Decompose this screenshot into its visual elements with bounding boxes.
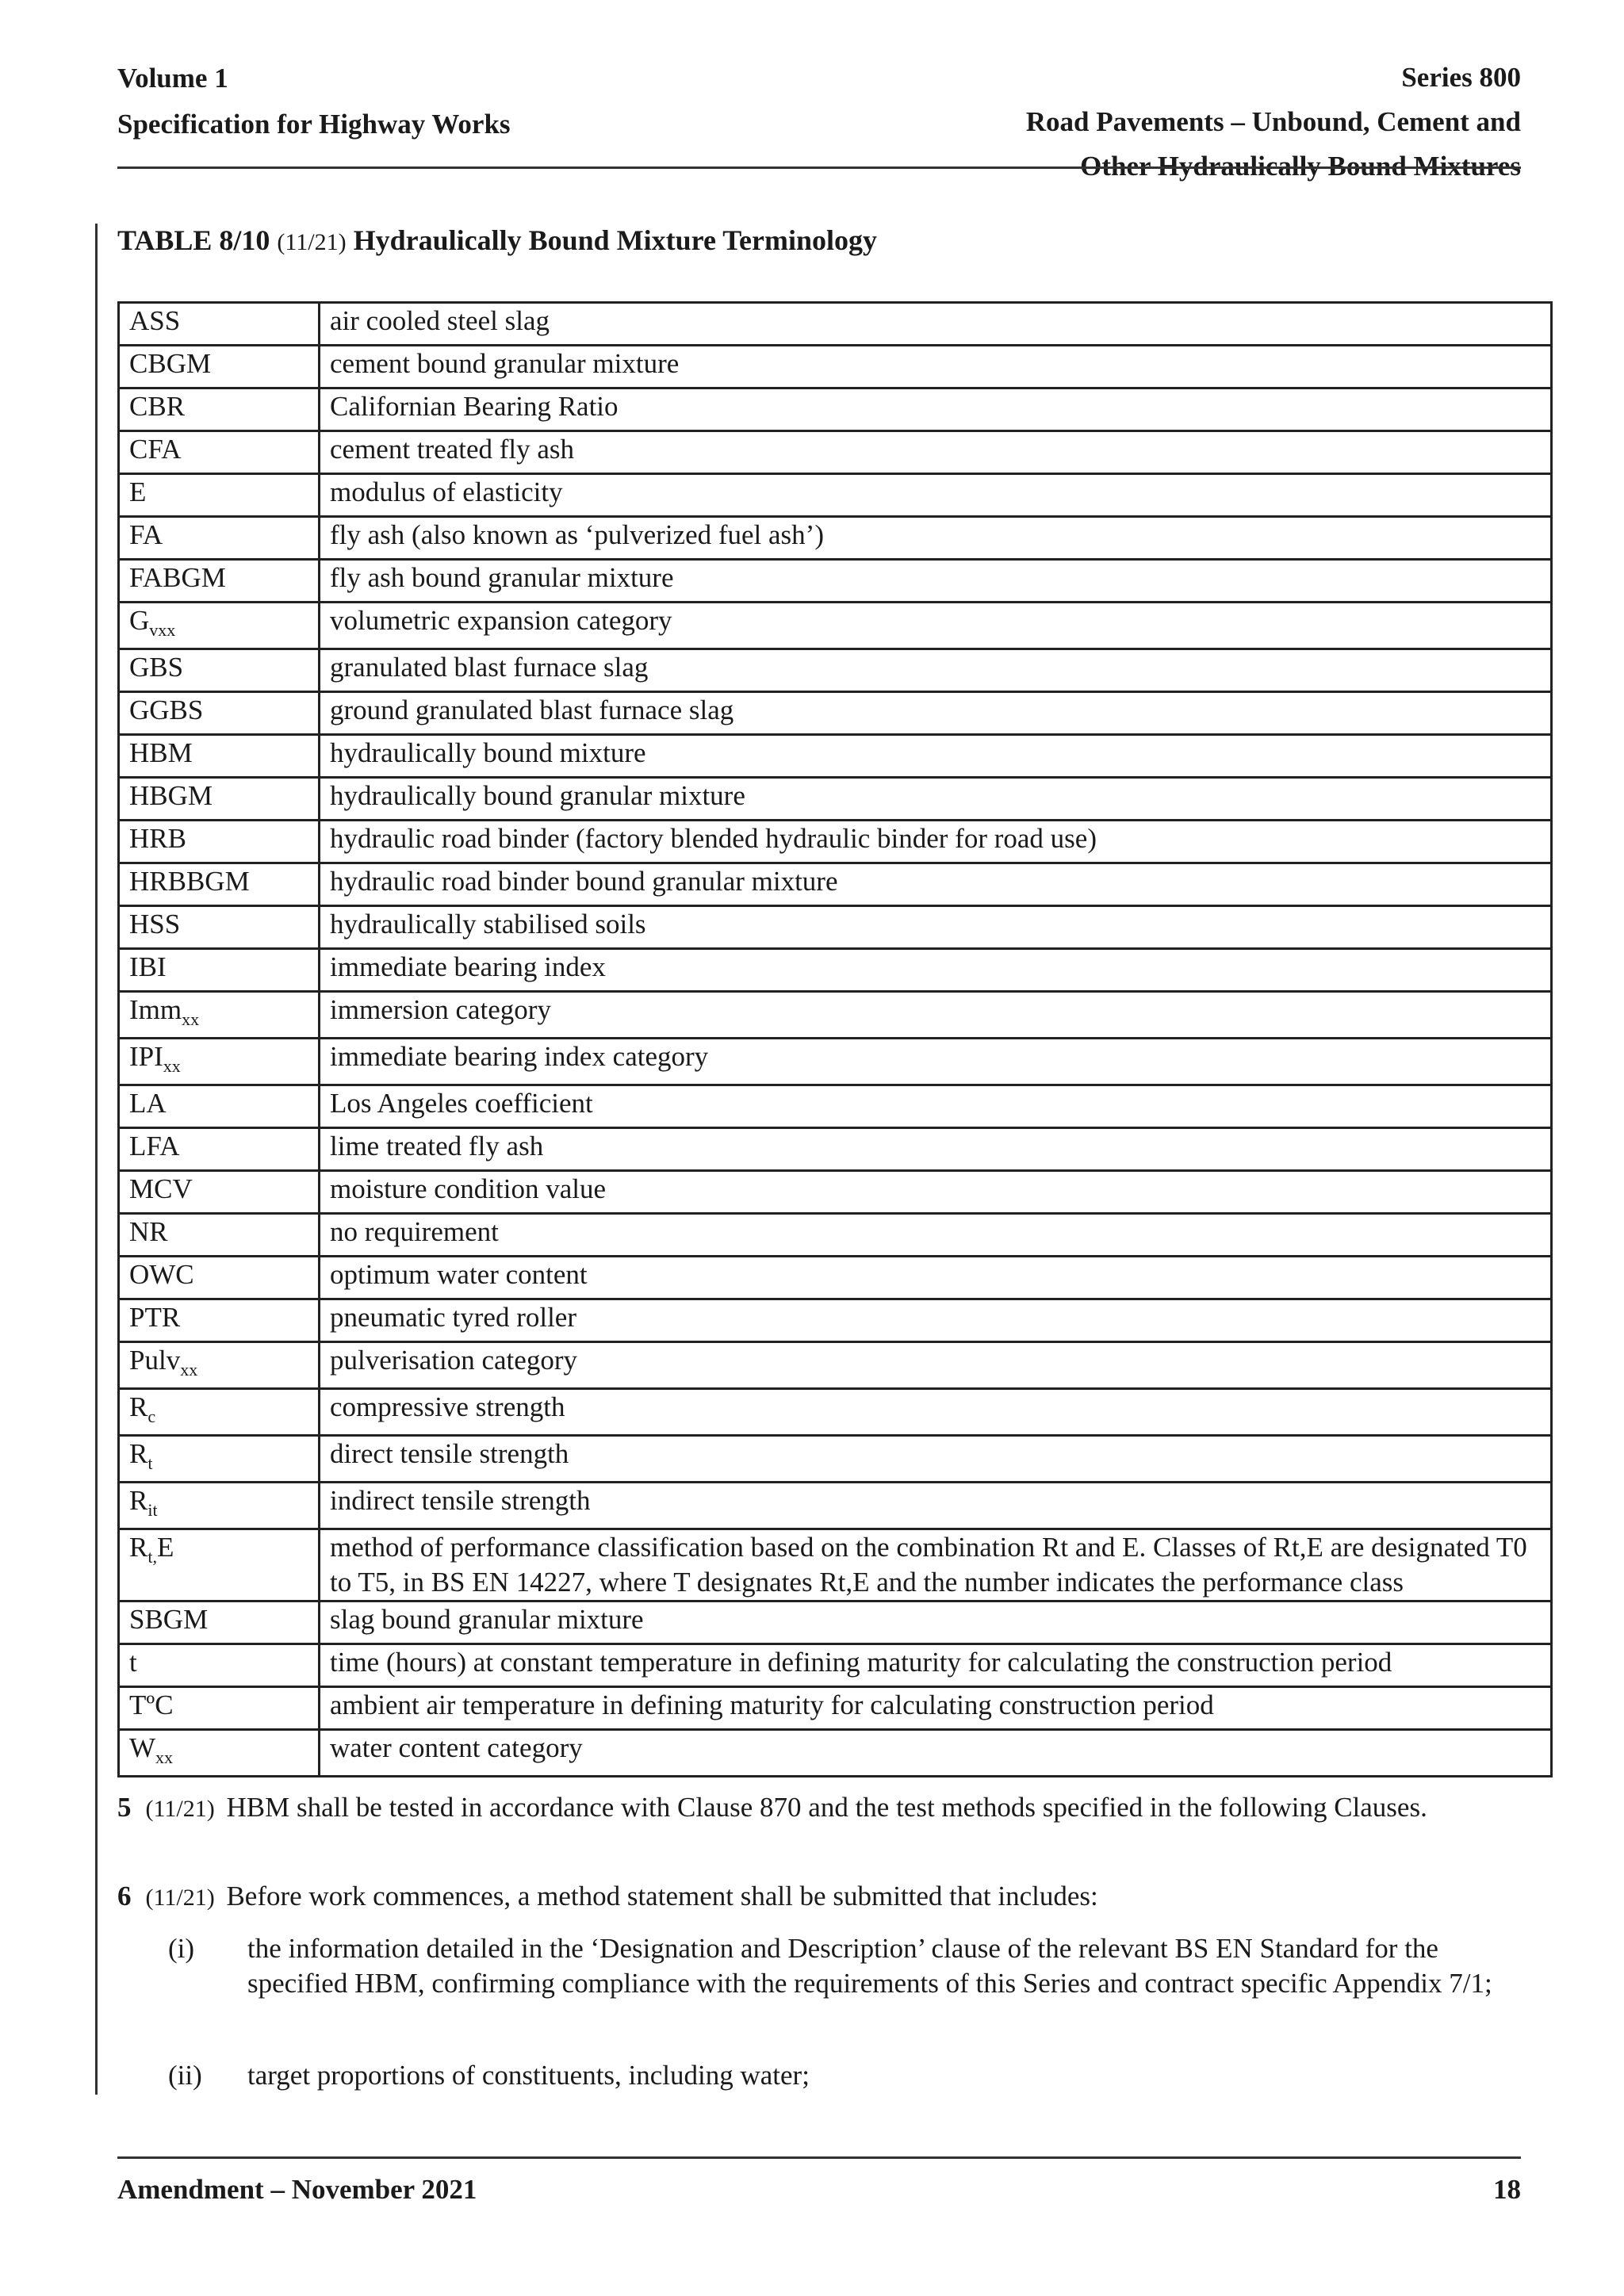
definition-cell: cement treated fly ash	[320, 431, 1552, 474]
definition-cell: volumetric expansion category	[320, 603, 1552, 649]
definition-cell: hydraulic road binder bound granular mixture	[320, 863, 1552, 906]
abbreviation-text: t	[129, 1647, 137, 1678]
definition-cell: Californian Bearing Ratio	[320, 388, 1552, 431]
abbreviation-text: GBS	[129, 652, 184, 683]
abbreviation-text: HSS	[129, 909, 181, 939]
abbreviation-text: CFA	[129, 434, 182, 465]
abbreviation-subscript: t,	[147, 1547, 157, 1567]
abbreviation-text: LA	[129, 1088, 167, 1119]
abbreviation-cell	[119, 1171, 320, 1214]
abbreviation-text: NR	[129, 1216, 168, 1247]
definition-cell: cement bound granular mixture	[320, 346, 1552, 388]
abbreviation-subscript: t	[147, 1453, 153, 1473]
abbreviation-subscript: c	[147, 1406, 156, 1426]
table-row	[119, 388, 1552, 431]
table-label: TABLE 8/10	[117, 224, 270, 256]
table-row	[119, 821, 1552, 863]
abbreviation-text: E	[129, 476, 147, 507]
abbreviation-cell	[119, 431, 320, 474]
abbreviation-cell	[119, 1214, 320, 1257]
abbreviation-cell	[119, 1687, 320, 1730]
abbreviation-text: SBGM	[129, 1604, 209, 1635]
terminology-table	[117, 301, 1553, 1777]
table-row	[119, 346, 1552, 388]
list-item	[168, 1931, 1500, 2001]
definition-cell: lime treated fly ash	[320, 1128, 1552, 1171]
abbreviation-cell	[119, 303, 320, 346]
abbreviation-cell	[119, 1342, 320, 1389]
abbreviation-subscript: xx	[180, 1360, 198, 1380]
paragraph-5	[117, 1790, 1553, 1827]
definition-cell: no requirement	[320, 1214, 1552, 1257]
table-row	[119, 1171, 1552, 1214]
abbreviation-cell	[119, 388, 320, 431]
table-row	[119, 692, 1552, 735]
abbreviation-cell	[119, 778, 320, 821]
abbreviation-subscript: it	[147, 1500, 158, 1520]
abbreviation-subscript: xx	[163, 1056, 181, 1076]
definition-cell: slag bound granular mixture	[320, 1601, 1552, 1644]
abbreviation-cell	[119, 1529, 320, 1601]
definition-cell: ground granulated blast furnace slag	[320, 692, 1552, 735]
definition-cell: hydraulically bound mixture	[320, 735, 1552, 778]
header-divider	[117, 166, 1521, 169]
abbreviation-cell	[119, 474, 320, 517]
series-title-line-2: Other Hydraulically Bound Mixtures	[1080, 151, 1521, 182]
table-row	[119, 1601, 1552, 1644]
abbreviation-text: IPI	[129, 1041, 163, 1072]
table-amendment: (11/21)	[277, 229, 347, 255]
abbreviation-text: CBR	[129, 391, 186, 422]
table-row	[119, 649, 1552, 692]
definition-cell: indirect tensile strength	[320, 1483, 1552, 1529]
definition-cell: immediate bearing index category	[320, 1039, 1552, 1085]
definition-cell: moisture condition value	[320, 1171, 1552, 1214]
table-row	[119, 735, 1552, 778]
definition-cell: pulverisation category	[320, 1342, 1552, 1389]
list-item-marker: (i)	[168, 1933, 195, 1964]
abbreviation-cell	[119, 649, 320, 692]
abbreviation-cell	[119, 1730, 320, 1777]
table-row	[119, 1085, 1552, 1128]
paragraph-text: HBM shall be tested in accordance with Clause 870 and the test methods specified in the following Clauses.	[226, 1792, 1427, 1823]
abbreviation-text: LFA	[129, 1131, 180, 1161]
paragraph-number: 6	[117, 1881, 132, 1911]
table-row	[119, 778, 1552, 821]
abbreviation-cell	[119, 735, 320, 778]
table-row	[119, 303, 1552, 346]
abbreviation-subscript: xx	[155, 1747, 174, 1767]
table-row	[119, 992, 1552, 1039]
abbreviation-text: ASS	[129, 305, 181, 336]
abbreviation-subscript: xx	[182, 1009, 200, 1029]
abbreviation-text: R	[129, 1532, 148, 1563]
definition-cell: modulus of elasticity	[320, 474, 1552, 517]
abbreviation-cell	[119, 560, 320, 603]
abbreviation-text: G	[129, 605, 150, 636]
abbreviation-text: R	[129, 1438, 148, 1469]
abbreviation-text: HBGM	[129, 780, 213, 811]
table-title	[117, 224, 877, 257]
table-row	[119, 1342, 1552, 1389]
definition-cell: hydraulically bound granular mixture	[320, 778, 1552, 821]
table-row	[119, 603, 1552, 649]
definition-cell: air cooled steel slag	[320, 303, 1552, 346]
table-row	[119, 1257, 1552, 1299]
definition-cell: immediate bearing index	[320, 949, 1552, 992]
abbreviation-text: W	[129, 1732, 156, 1763]
table-row	[119, 431, 1552, 474]
table-row	[119, 1687, 1552, 1730]
abbreviation-text: TºC	[129, 1689, 174, 1720]
abbreviation-cell	[119, 1085, 320, 1128]
abbreviation-cell	[119, 906, 320, 949]
table-row	[119, 474, 1552, 517]
abbreviation-cell	[119, 1257, 320, 1299]
table-row	[119, 560, 1552, 603]
series-label: Series 800	[1401, 62, 1521, 93]
table-row	[119, 1128, 1552, 1171]
definition-cell: optimum water content	[320, 1257, 1552, 1299]
abbreviation-cell	[119, 1299, 320, 1342]
definition-cell: immersion category	[320, 992, 1552, 1039]
abbreviation-text: IBI	[129, 951, 167, 982]
amendment-change-bar	[95, 224, 98, 2095]
table-row	[119, 1730, 1552, 1777]
abbreviation-text: FA	[129, 519, 163, 550]
footer-amendment: Amendment – November 2021	[117, 2174, 477, 2205]
abbreviation-text: HRB	[129, 823, 186, 854]
abbreviation-text: HRBBGM	[129, 866, 250, 897]
table-row	[119, 1483, 1552, 1529]
abbreviation-text: OWC	[129, 1259, 194, 1290]
list-item-text: target proportions of constituents, including water;	[247, 2060, 810, 2091]
footer-divider	[117, 2156, 1521, 2159]
abbreviation-cell	[119, 1436, 320, 1483]
abbreviation-subscript: vxx	[149, 620, 176, 640]
page-number: 18	[1493, 2174, 1521, 2205]
abbreviation-text: Imm	[129, 994, 182, 1025]
abbreviation-cell	[119, 1483, 320, 1529]
table-row	[119, 1644, 1552, 1687]
definition-cell: time (hours) at constant temperature in defining maturity for calculating the construction period	[320, 1644, 1552, 1687]
abbreviation-cell	[119, 1039, 320, 1085]
table-row	[119, 1389, 1552, 1436]
table-row	[119, 517, 1552, 560]
definition-cell: method of performance classification based on the combination Rt and E. Classes of Rt,E are designated T0 to T5, in BS EN 14227, where T designates Rt,E and the number indicates the performance class	[320, 1529, 1552, 1601]
definition-cell: fly ash (also known as ‘pulverized fuel ash’)	[320, 517, 1552, 560]
table-row	[119, 1039, 1552, 1085]
definition-cell: direct tensile strength	[320, 1436, 1552, 1483]
definition-cell: pneumatic tyred roller	[320, 1299, 1552, 1342]
abbreviation-text: FABGM	[129, 562, 226, 593]
abbreviation-text: GGBS	[129, 695, 204, 725]
abbreviation-text: R	[129, 1391, 148, 1422]
definition-cell: water content category	[320, 1730, 1552, 1777]
definition-cell: granulated blast furnace slag	[320, 649, 1552, 692]
table-row	[119, 949, 1552, 992]
abbreviation-cell	[119, 692, 320, 735]
definition-cell: ambient air temperature in defining maturity for calculating construction period	[320, 1687, 1552, 1730]
abbreviation-cell	[119, 1389, 320, 1436]
abbreviation-cell	[119, 992, 320, 1039]
abbreviation-cell	[119, 517, 320, 560]
abbreviation-cell	[119, 346, 320, 388]
definition-cell: hydraulic road binder (factory blended hydraulic binder for road use)	[320, 821, 1552, 863]
definition-cell: compressive strength	[320, 1389, 1552, 1436]
definition-cell: Los Angeles coefficient	[320, 1085, 1552, 1128]
spec-title: Specification for Highway Works	[117, 109, 511, 140]
table-heading: Hydraulically Bound Mixture Terminology	[353, 224, 877, 256]
list-item	[168, 2058, 1500, 2093]
abbreviation-cell	[119, 603, 320, 649]
table-row	[119, 1214, 1552, 1257]
abbreviation-text: PTR	[129, 1302, 181, 1333]
list-item-marker: (ii)	[168, 2060, 202, 2091]
abbreviation-suffix: E	[156, 1532, 174, 1563]
abbreviation-text: MCV	[129, 1173, 193, 1204]
header-left	[117, 55, 511, 147]
table-row	[119, 1299, 1552, 1342]
paragraph-6	[117, 1879, 1553, 1915]
definition-cell: hydraulically stabilised soils	[320, 906, 1552, 949]
table-row	[119, 1529, 1552, 1601]
list-item-text: the information detailed in the ‘Designation and Description’ clause of the relevant BS EN Standard for the specified HBM, confirming compliance with the requirements of this Series and contract specific Appendix 7/1;	[247, 1933, 1492, 1999]
abbreviation-text: CBGM	[129, 348, 212, 379]
abbreviation-cell	[119, 863, 320, 906]
paragraph-amendment: (11/21)	[145, 1885, 215, 1911]
volume-label: Volume 1	[117, 63, 228, 94]
abbreviation-text: R	[129, 1485, 148, 1516]
abbreviation-text: HBM	[129, 737, 193, 768]
abbreviation-cell	[119, 1128, 320, 1171]
abbreviation-text: Pulv	[129, 1345, 181, 1376]
paragraph-number: 5	[117, 1792, 132, 1823]
abbreviation-cell	[119, 821, 320, 863]
table-row	[119, 906, 1552, 949]
terminology-table-body	[119, 303, 1552, 1777]
table-row	[119, 1436, 1552, 1483]
paragraph-text: Before work commences, a method statement shall be submitted that includes:	[226, 1881, 1098, 1911]
paragraph-amendment: (11/21)	[145, 1796, 215, 1822]
abbreviation-cell	[119, 1644, 320, 1687]
definition-cell: fly ash bound granular mixture	[320, 560, 1552, 603]
abbreviation-cell	[119, 949, 320, 992]
abbreviation-cell	[119, 1601, 320, 1644]
table-row	[119, 863, 1552, 906]
series-title-line-1: Road Pavements – Unbound, Cement and	[1025, 106, 1521, 137]
